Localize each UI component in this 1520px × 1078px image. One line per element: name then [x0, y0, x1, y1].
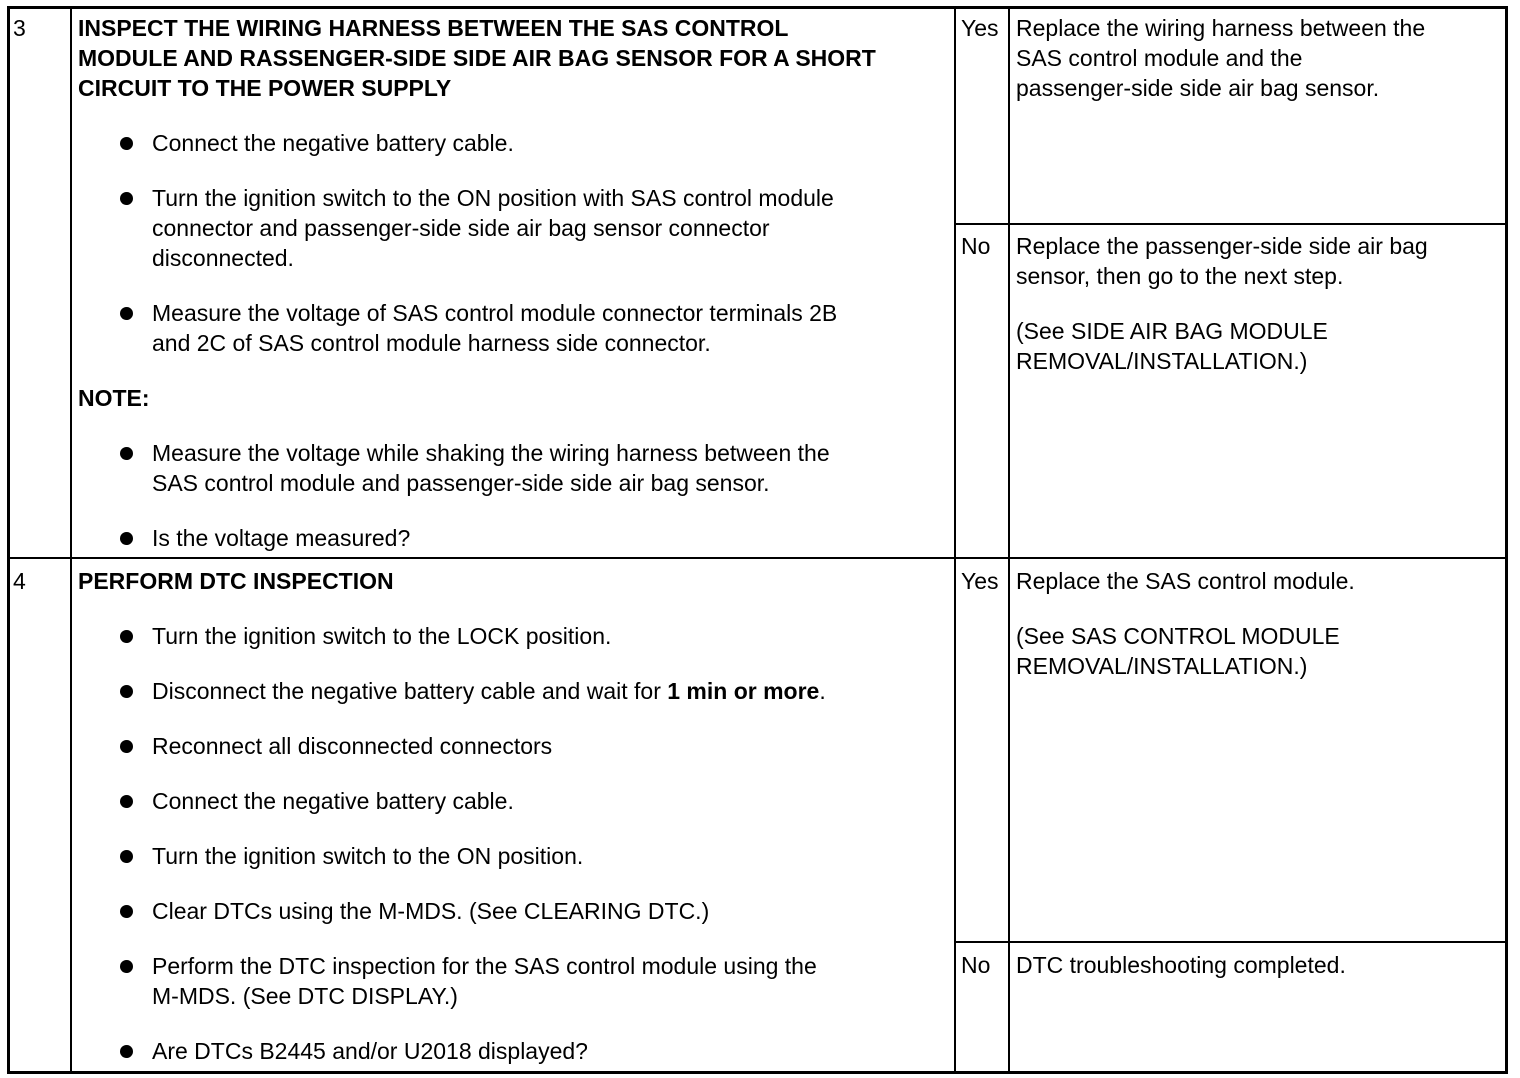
note-label: NOTE:: [78, 385, 150, 411]
instruction-text: Reconnect all disconnected connectors: [152, 733, 553, 759]
divider-row4-yes-no: [954, 941, 1508, 943]
instruction-text: M-MDS. (See DTC DISPLAY.): [152, 983, 458, 1009]
reference-text: REMOVAL/INSTALLATION.): [1016, 348, 1308, 374]
bullet-icon: [120, 630, 133, 643]
divider-row-3-4: [7, 557, 1508, 559]
answer-no-label: No: [961, 233, 991, 259]
bullet-icon: [120, 795, 133, 808]
emphasized-duration: 1 min or more: [667, 678, 820, 704]
instruction-text: and 2C of SAS control module harness side connector.: [152, 330, 711, 356]
instruction-text: connector and passenger-side side air bag sensor connector: [152, 215, 770, 241]
reference-text: REMOVAL/INSTALLATION.): [1016, 653, 1308, 679]
reference-text: (See SIDE AIR BAG MODULE: [1016, 318, 1328, 344]
answer-no-label: No: [961, 952, 991, 978]
instruction-text-part: .: [819, 678, 826, 704]
answer-yes-label: Yes: [961, 15, 999, 41]
instruction-text: Turn the ignition switch to the ON position with SAS control module: [152, 185, 834, 211]
answer-no-text: sensor, then go to the next step.: [1016, 263, 1344, 289]
step-number: 4: [13, 568, 26, 594]
step-title-line: INSPECT THE WIRING HARNESS BETWEEN THE SAS CONTROL: [78, 15, 789, 41]
step-title-line: CIRCUIT TO THE POWER SUPPLY: [78, 75, 452, 101]
instruction-text-part: Disconnect the negative battery cable and wait for: [152, 678, 668, 704]
instruction-text: Turn the ignition switch to the ON position.: [152, 843, 584, 869]
divider-action-column: [954, 6, 956, 1074]
instruction-text: Connect the negative battery cable.: [152, 130, 514, 156]
answer-yes-text: Replace the wiring harness between the: [1016, 15, 1426, 41]
divider-row3-yes-no: [954, 223, 1508, 225]
instruction-text: Is the voltage measured?: [152, 525, 411, 551]
divider-answer-column: [1008, 6, 1010, 1074]
instruction-text: [152, 676, 826, 706]
answer-no-text: Replace the passenger-side side air bag: [1016, 233, 1428, 259]
bullet-icon: [120, 960, 133, 973]
bullet-icon: [120, 685, 133, 698]
bullet-icon: [120, 532, 133, 545]
instruction-text: Perform the DTC inspection for the SAS control module using the: [152, 953, 817, 979]
divider-step-column: [70, 6, 72, 1074]
instruction-text: Turn the ignition switch to the LOCK position.: [152, 623, 612, 649]
bullet-icon: [120, 447, 133, 460]
bullet-icon: [120, 307, 133, 320]
instruction-text: Clear DTCs using the M-MDS. (See CLEARING DTC.): [152, 898, 710, 924]
instruction-text: Measure the voltage while shaking the wiring harness between the: [152, 440, 830, 466]
bullet-icon: [120, 1045, 133, 1058]
instruction-text: Measure the voltage of SAS control module connector terminals 2B: [152, 300, 838, 326]
instruction-text: disconnected.: [152, 245, 294, 271]
bullet-icon: [120, 850, 133, 863]
answer-yes-label: Yes: [961, 568, 999, 594]
answer-yes-text: Replace the SAS control module.: [1016, 568, 1355, 594]
reference-text: (See SAS CONTROL MODULE: [1016, 623, 1340, 649]
bullet-icon: [120, 192, 133, 205]
step-number: 3: [13, 15, 26, 41]
answer-yes-text: SAS control module and the: [1016, 45, 1303, 71]
step-title: PERFORM DTC INSPECTION: [78, 568, 394, 594]
instruction-text: Are DTCs B2445 and/or U2018 displayed?: [152, 1038, 588, 1064]
answer-no-text: DTC troubleshooting completed.: [1016, 952, 1346, 978]
instruction-text: Connect the negative battery cable.: [152, 788, 514, 814]
bullet-icon: [120, 905, 133, 918]
bullet-icon: [120, 137, 133, 150]
step-title-line: MODULE AND RASSENGER-SIDE SIDE AIR BAG SENSOR FOR A SHORT: [78, 45, 876, 71]
bullet-icon: [120, 740, 133, 753]
instruction-text: SAS control module and passenger-side side air bag sensor.: [152, 470, 770, 496]
answer-yes-text: passenger-side side air bag sensor.: [1016, 75, 1380, 101]
